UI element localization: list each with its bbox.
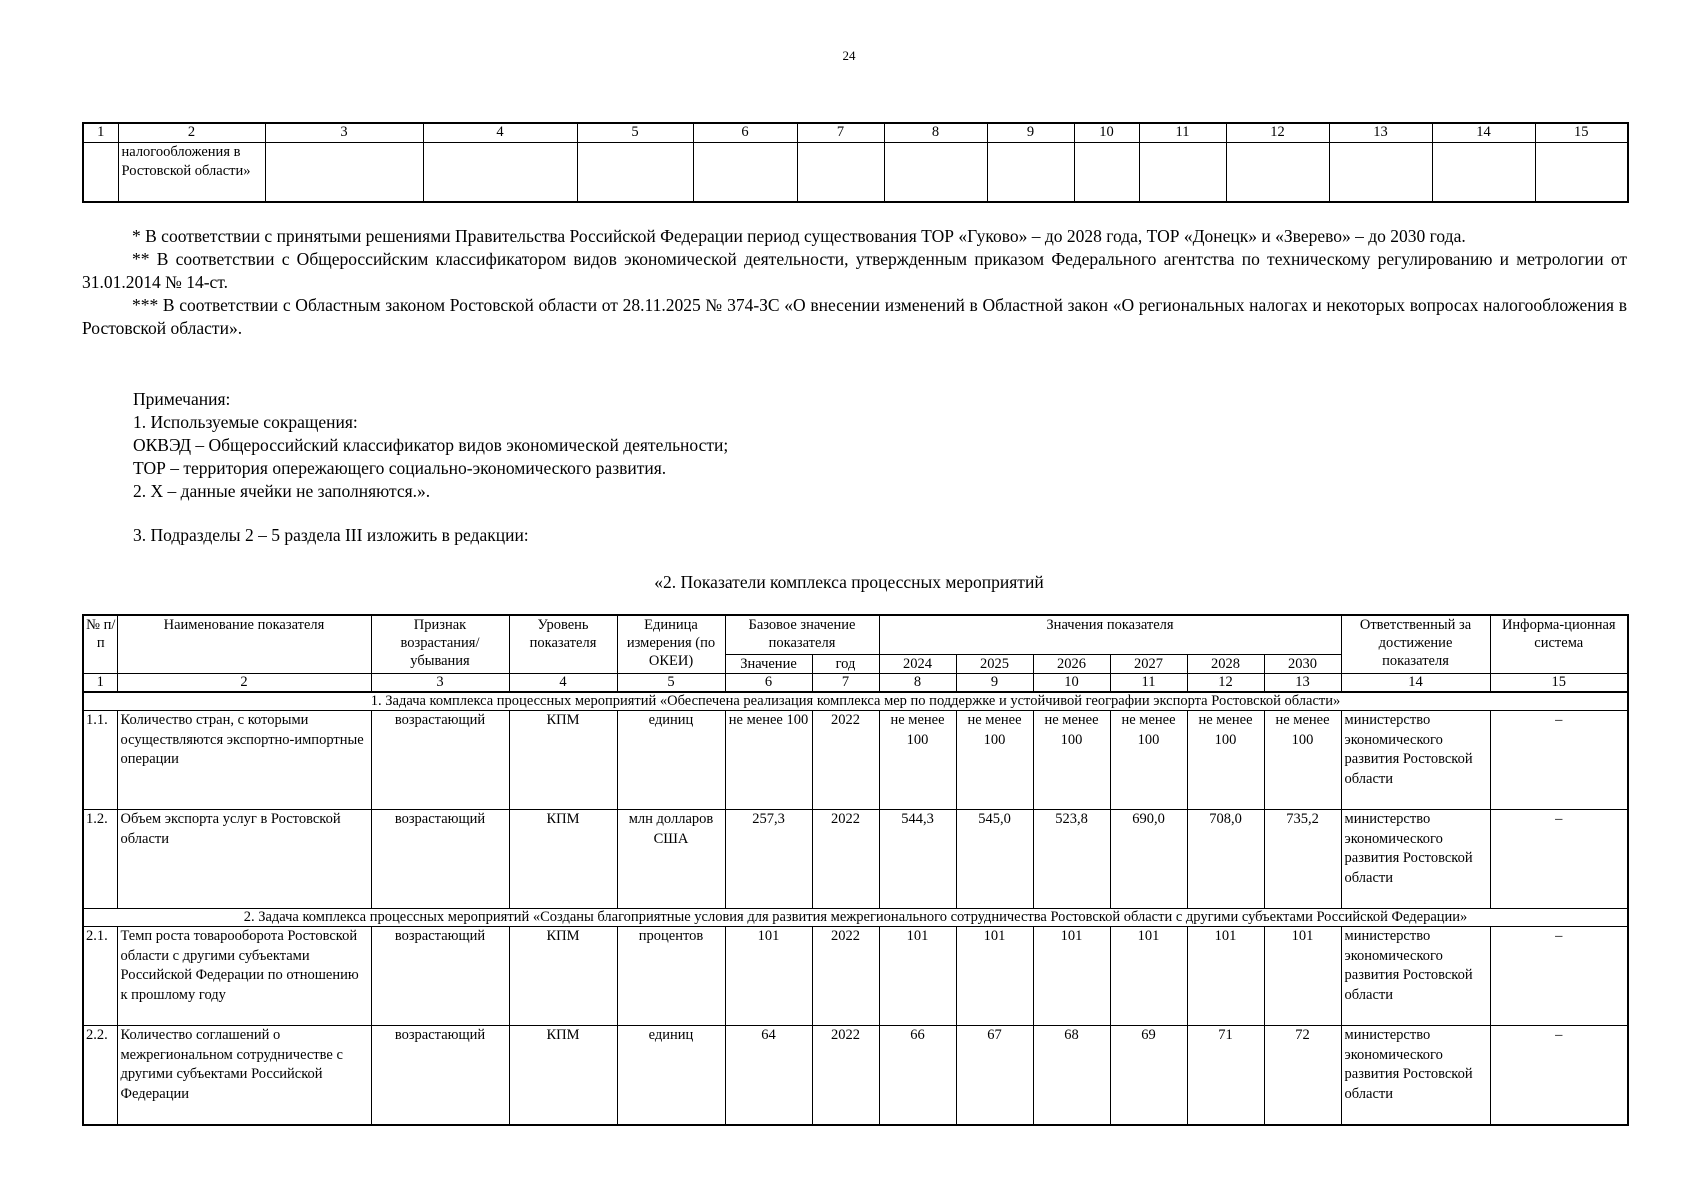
indicators-table (82, 614, 1629, 1126)
col-num: 10 (1033, 674, 1110, 693)
row-sign: возрастающий (371, 1026, 509, 1126)
row-info-system: – (1490, 927, 1628, 1026)
row-value: 101 (1110, 927, 1187, 1026)
section-title: «2. Показатели комплекса процессных мероприятий (654, 572, 1044, 592)
row-info-system: – (1490, 711, 1628, 810)
row-value: 690,0 (1110, 810, 1187, 909)
row-level: КПМ (509, 810, 617, 909)
row-value: 544,3 (879, 810, 956, 909)
row-num: 1.2. (83, 810, 117, 909)
page-number: 24 (842, 48, 856, 63)
col-num: 10 (1074, 123, 1139, 143)
col-num: 12 (1226, 123, 1329, 143)
row-value: не менее 100 (1110, 711, 1187, 810)
row-value: 523,8 (1033, 810, 1110, 909)
row-name: Объем экспорта услуг в Ростовской области (117, 810, 371, 909)
footnote: *** В соответствии с Областным законом Ростовской области от 28.11.2025 № 374-ЗС «О внесении изменений в Областной закон «О региональных налогах и некоторых вопросах налогообложения в Ростовской области». (82, 295, 1627, 338)
header-year: 2030 (1264, 655, 1341, 674)
col-num: 2 (117, 674, 371, 693)
table-row (83, 143, 1628, 203)
row-value: 101 (1033, 927, 1110, 1026)
note-line: ОКВЭД – Общероссийский классификатор видов экономической деятельности; (133, 435, 729, 455)
row-value: 66 (879, 1026, 956, 1126)
continuation-table (82, 122, 1629, 203)
table-row (83, 810, 1628, 909)
header-unit: Единица измерения (по ОКЕИ) (617, 615, 725, 674)
col-num: 4 (509, 674, 617, 693)
row-name: Количество соглашений о межрегиональном сотрудничестве с другими субъектами Российской Федерации (117, 1026, 371, 1126)
header-base-value: Значение (725, 655, 812, 674)
row-num: 1.1. (83, 711, 117, 810)
row-unit: единиц (617, 711, 725, 810)
row-value: не менее 100 (1033, 711, 1110, 810)
col-num: 2 (118, 123, 265, 143)
col-num: 9 (987, 123, 1074, 143)
row-value: 101 (956, 927, 1033, 1026)
row-level: КПМ (509, 927, 617, 1026)
col-num: 11 (1110, 674, 1187, 693)
header-sign: Признак возрастания/ убывания (371, 615, 509, 674)
row-num: 2.2. (83, 1026, 117, 1126)
column-number-row (83, 123, 1628, 143)
row-sign: возрастающий (371, 927, 509, 1026)
row-value: 69 (1110, 1026, 1187, 1126)
note-line: ТОР – территория опережающего социально-экономического развития. (133, 458, 667, 478)
row-sign: возрастающий (371, 810, 509, 909)
row-value: 71 (1187, 1026, 1264, 1126)
footnote: ** В соответствии с Общероссийским классификатором видов экономической деятельности, утвержденным приказом Федерального агентства по техническому регулированию и метрологии от 31.01.2014 № 14-ст. (82, 249, 1627, 292)
header-level: Уровень показателя (509, 615, 617, 674)
task-row (83, 692, 1628, 711)
col-num: 4 (423, 123, 577, 143)
header-values: Значения показателя (879, 615, 1341, 655)
row-name: Темп роста товарооборота Ростовской области с другими субъектами Российской Федерации по отношению к прошлому году (117, 927, 371, 1026)
row-value: 101 (1187, 927, 1264, 1026)
row-base-value: не менее 100 (725, 711, 812, 810)
row-name: Количество стран, с которыми осуществляются экспортно-импортные операции (117, 711, 371, 810)
header-base-year: год (812, 655, 879, 674)
note-line: 1. Используемые сокращения: (133, 412, 358, 432)
col-num: 7 (797, 123, 884, 143)
col-num: 5 (577, 123, 693, 143)
row-info-system: – (1490, 810, 1628, 909)
task-title: 1. Задача комплекса процессных мероприятий «Обеспечена реализация комплекса мер по поддержке и устойчивой географии экспорта Ростовской области» (83, 692, 1628, 711)
row-sign: возрастающий (371, 711, 509, 810)
row-value: не менее 100 (879, 711, 956, 810)
table-row (83, 711, 1628, 810)
footnotes (82, 225, 1627, 340)
col-num: 8 (884, 123, 987, 143)
row-base-value: 101 (725, 927, 812, 1026)
task-title: 2. Задача комплекса процессных мероприятий «Созданы благоприятные условия для развития межрегионального сотрудничества Ростовской области с другими субъектами Российской Федерации» (83, 909, 1628, 927)
header-year: 2024 (879, 655, 956, 674)
header-row (83, 615, 1628, 655)
row-value: 67 (956, 1026, 1033, 1126)
row-base-value: 64 (725, 1026, 812, 1126)
header-year: 2028 (1187, 655, 1264, 674)
notes-heading: Примечания: (133, 389, 231, 409)
col-num: 15 (1535, 123, 1628, 143)
row-base-year: 2022 (812, 711, 879, 810)
row-value: 735,2 (1264, 810, 1341, 909)
row-value: не менее 100 (956, 711, 1033, 810)
col-num: 12 (1187, 674, 1264, 693)
row-level: КПМ (509, 711, 617, 810)
col-num: 13 (1264, 674, 1341, 693)
column-number-row (83, 674, 1628, 693)
col-num: 7 (812, 674, 879, 693)
header-year: 2026 (1033, 655, 1110, 674)
row-base-year: 2022 (812, 927, 879, 1026)
header-name: Наименование показателя (117, 615, 371, 674)
row-responsible: министерство экономического развития Ростовской области (1341, 1026, 1490, 1126)
row-value: 101 (1264, 927, 1341, 1026)
task-row (83, 909, 1628, 927)
col-num: 8 (879, 674, 956, 693)
col-num: 1 (83, 674, 117, 693)
col-num: 3 (265, 123, 423, 143)
row-info-system: – (1490, 1026, 1628, 1126)
notes (133, 388, 728, 503)
col-num: 14 (1432, 123, 1535, 143)
row-unit: процентов (617, 927, 725, 1026)
row-responsible: министерство экономического развития Ростовской области (1341, 927, 1490, 1026)
header-responsible: Ответственный за достижение показателя (1341, 615, 1490, 674)
row-num: 2.1. (83, 927, 117, 1026)
continuation-text: налогообложения в Ростовской области» (118, 143, 265, 203)
note-line: 2. Х – данные ячейки не заполняются.». (133, 481, 431, 501)
col-num: 9 (956, 674, 1033, 693)
row-base-year: 2022 (812, 810, 879, 909)
row-level: КПМ (509, 1026, 617, 1126)
row-unit: млн долларов США (617, 810, 725, 909)
col-num: 11 (1139, 123, 1226, 143)
col-num: 1 (83, 123, 118, 143)
col-num: 5 (617, 674, 725, 693)
col-num: 14 (1341, 674, 1490, 693)
row-value: 72 (1264, 1026, 1341, 1126)
table-row (83, 927, 1628, 1026)
header-year: 2025 (956, 655, 1033, 674)
header-year: 2027 (1110, 655, 1187, 674)
table-row (83, 1026, 1628, 1126)
header-info-system: Информа-ционная система (1490, 615, 1628, 674)
row-unit: единиц (617, 1026, 725, 1126)
row-value: 68 (1033, 1026, 1110, 1126)
edit-instruction: 3. Подразделы 2 – 5 раздела III изложить в редакции: (133, 525, 529, 545)
row-base-value: 257,3 (725, 810, 812, 909)
col-num: 6 (725, 674, 812, 693)
col-num: 15 (1490, 674, 1628, 693)
row-value: не менее 100 (1187, 711, 1264, 810)
row-value: 101 (879, 927, 956, 1026)
col-num: 6 (693, 123, 797, 143)
footnote: * В соответствии с принятыми решениями Правительства Российской Федерации период существования ТОР «Гуково» – до 2028 года, ТОР «Донецк» и «Зверево» – до 2030 года. (132, 226, 1466, 246)
row-value: не менее 100 (1264, 711, 1341, 810)
row-base-year: 2022 (812, 1026, 879, 1126)
col-num: 13 (1329, 123, 1432, 143)
header-num: № п/п (83, 615, 117, 674)
row-responsible: министерство экономического развития Ростовской области (1341, 810, 1490, 909)
col-num: 3 (371, 674, 509, 693)
row-value: 545,0 (956, 810, 1033, 909)
row-responsible: министерство экономического развития Ростовской области (1341, 711, 1490, 810)
row-value: 708,0 (1187, 810, 1264, 909)
header-base: Базовое значение показателя (725, 615, 879, 655)
